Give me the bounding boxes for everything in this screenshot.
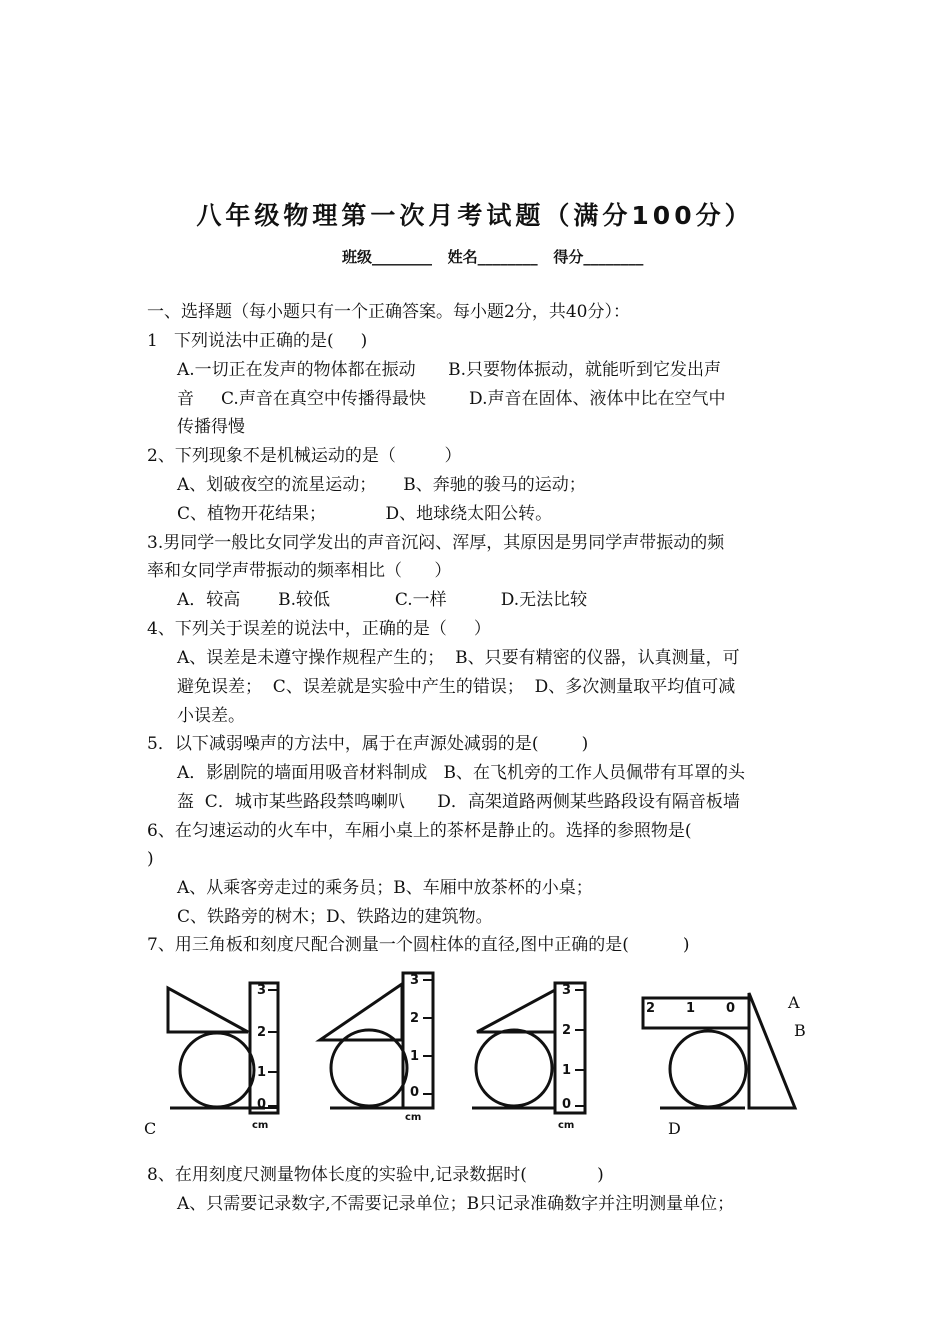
tick-label: 0 — [562, 1097, 572, 1112]
unit-label: cm — [252, 1120, 269, 1131]
figure-option-d — [643, 993, 795, 1108]
question-6-options: A、从乘客旁走过的乘务员；B、车厢中放茶杯的小桌； — [177, 878, 593, 898]
tick-label: 1 — [562, 1063, 572, 1078]
question-5: 5．以下减弱噪声的方法中，属于在声源处减弱的是( ) — [147, 734, 589, 754]
tick-label: 2 — [257, 1025, 267, 1040]
tick-label: 2 — [646, 1001, 656, 1016]
question-1: 1 下列说法中正确的是( ) — [147, 331, 368, 351]
unit-label: cm — [558, 1120, 575, 1131]
question-8: 8、在用刻度尺测量物体长度的实验中,记录数据时( ) — [147, 1165, 604, 1185]
figure-option-c — [472, 983, 585, 1113]
question-7: 7、用三角板和刻度尺配合测量一个圆柱体的直径,图中正确的是( ) — [147, 935, 690, 955]
question-5-options: 盔 C．城市某些路段禁鸣喇叭 D．高架道路两侧某些路段设有隔音板墙 — [177, 792, 740, 812]
unit-label: cm — [405, 1112, 422, 1123]
tick-label: 1 — [686, 1001, 696, 1016]
question-8-options: A、只需要记录数字,不需要记录单位；B只记录准确数字并注明测量单位； — [177, 1194, 735, 1214]
option-label-a: A — [788, 993, 800, 1012]
tick-label: 0 — [410, 1085, 420, 1100]
question-4: 4、下列关于误差的说法中，正确的是（ ） — [147, 619, 491, 639]
figure-option-a — [168, 983, 278, 1113]
option-label-b: B — [794, 1021, 806, 1040]
tick-label: 3 — [410, 973, 420, 988]
tick-label: 1 — [410, 1049, 420, 1064]
question-6-options: C、铁路旁的树木；D、铁路边的建筑物。 — [177, 907, 493, 927]
question-1-options: 传播得慢 — [177, 417, 245, 437]
tick-label: 0 — [726, 1001, 736, 1016]
question-6: ) — [147, 849, 154, 869]
question-6: 6、在匀速运动的火车中，车厢小桌上的茶杯是静止的。选择的参照物是( — [147, 821, 692, 841]
option-label-d: D — [668, 1119, 681, 1138]
page-title: 八年级物理第一次月考试题（满分100分） — [196, 201, 754, 230]
tick-label: 1 — [257, 1065, 267, 1080]
question-2-options: A、划破夜空的流星运动； B、奔驰的骏马的运动； — [177, 475, 586, 495]
question-2-options: C、植物开花结果； D、地球绕太阳公转。 — [177, 504, 553, 524]
tick-label: 2 — [562, 1023, 572, 1038]
tick-label: 3 — [562, 983, 572, 998]
question-4-options: A、误差是未遵守操作规程产生的； B、只要有精密的仪器，认真测量，可 — [177, 648, 740, 668]
question-1-options: 音 C.声音在真空中传播得最快 D.声音在固体、液体中比在空气中 — [177, 389, 726, 409]
question-3: 率和女同学声带振动的频率相比（ ） — [147, 561, 452, 581]
tick-label: 0 — [257, 1097, 267, 1112]
student-info-line: 班级________ 姓名________ 得分________ — [342, 248, 644, 266]
question-2: 2、下列现象不是机械运动的是（ ） — [147, 446, 462, 466]
question-3: 3.男同学一般比女同学发出的声音沉闷、浑厚，其原因是男同学声带振动的频 — [147, 533, 725, 553]
question-5-options: A．影剧院的墙面用吸音材料制成 B、在飞机旁的工作人员佩带有耳罩的头 — [177, 763, 745, 783]
tick-label: 2 — [410, 1011, 420, 1026]
section-heading: 一、选择题（每小题只有一个正确答案。每小题2分，共40分）： — [147, 302, 630, 322]
question-3-options: A．较高 B.较低 C.一样 D.无法比较 — [177, 590, 588, 610]
option-label-c: C — [144, 1119, 157, 1138]
measurement-diagram — [140, 968, 820, 1138]
question-1-options: A.一切正在发声的物体都在振动 B.只要物体振动，就能听到它发出声 — [177, 360, 721, 380]
question-4-options: 小误差。 — [177, 706, 245, 726]
tick-label: 3 — [257, 983, 267, 998]
question-4-options: 避免误差； C、误差就是实验中产生的错误； D、多次测量取平均值可减 — [177, 677, 736, 697]
